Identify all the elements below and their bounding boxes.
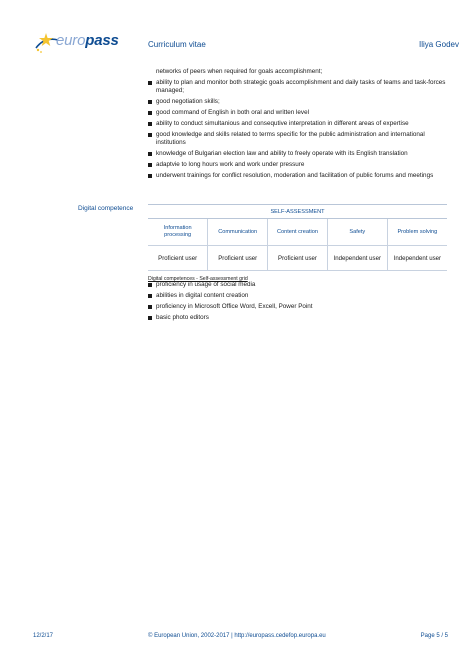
europass-wordmark: europass <box>56 32 119 49</box>
person-name: Iliya Godev <box>418 40 459 49</box>
list-item: good negotiation skills; <box>148 98 448 106</box>
skills-section <box>148 68 448 180</box>
column-header: Safety <box>327 219 387 246</box>
list-item: ability to conduct simultanious and consequtive interpretation in different areas of expertise <box>148 120 448 128</box>
grid-title: SELF-ASSESSMENT <box>148 205 447 219</box>
list-item: proficiency in usage of social media <box>148 281 448 289</box>
digital-skills-section <box>148 278 448 322</box>
list-item: abilities in digital content creation <box>148 292 448 300</box>
digital-skills-list <box>148 281 448 322</box>
self-assessment-grid <box>148 204 447 282</box>
list-item: knowledge of Bulgarian election law and ability to freely operate with its English translation <box>148 150 448 158</box>
self-assessment-table <box>148 204 447 271</box>
page-number: Page 5 / 5 <box>420 633 448 639</box>
column-header: Communication <box>208 219 268 246</box>
list-item: adaptvie to long hours work and work under pressure <box>148 161 448 169</box>
level-cell: Proficient user <box>268 246 328 271</box>
skills-list <box>148 79 448 180</box>
table-row <box>148 246 447 271</box>
grid-caption-link[interactable]: Digital competences - Self-assessment grid <box>148 276 248 282</box>
list-item: good knowledge and skills related to terms specific for the public administration and international institutions <box>148 131 448 147</box>
footer-date: 12/2/17 <box>33 633 54 639</box>
column-header: Problem solving <box>387 219 447 246</box>
column-header: Information processing <box>148 219 208 246</box>
document-title: Curriculum vitae <box>148 40 206 49</box>
europass-logo <box>34 30 130 58</box>
footer-copyright[interactable]: © European Union, 2002-2017 | http://europass.cedefop.europa.eu <box>148 633 326 639</box>
list-item: proficiency in Microsoft Office Word, Excell, Power Point <box>148 303 448 311</box>
level-cell: Independent user <box>327 246 387 271</box>
level-cell: Proficient user <box>148 246 208 271</box>
level-cell: Proficient user <box>208 246 268 271</box>
list-item: ability to plan and monitor both strategic goals accomplishment and daily tasks of teams and task-forces managed; <box>148 79 448 95</box>
list-item: good command of English in both oral and written level <box>148 109 448 117</box>
column-header: Content creation <box>268 219 328 246</box>
level-cell: Independent user <box>387 246 447 271</box>
list-item: basic photo editors <box>148 314 448 322</box>
digital-competence-label: Digital competence <box>78 205 134 212</box>
continued-text: networks of peers when required for goals accomplishment; <box>156 68 323 75</box>
list-item: underwent trainings for conflict resolution, moderation and facilitation of public forums and meetings <box>148 172 448 180</box>
